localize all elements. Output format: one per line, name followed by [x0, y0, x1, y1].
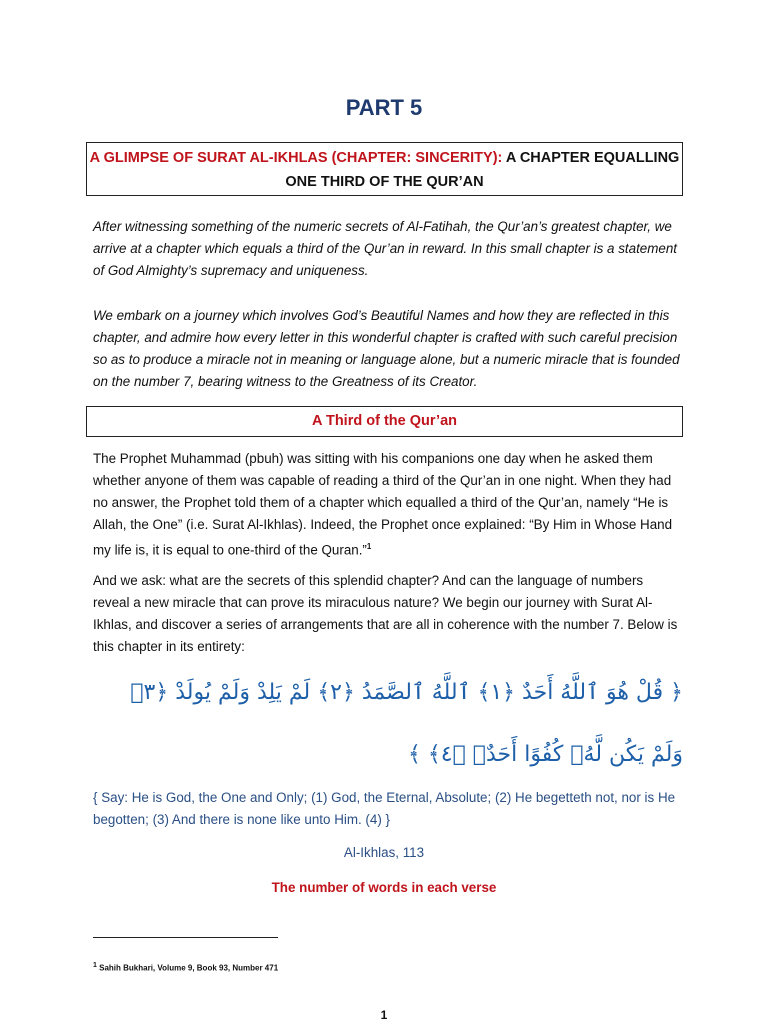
footnote-divider	[93, 937, 278, 938]
section-title-box: A Third of the Qur’an	[86, 406, 683, 437]
verse-translation: { Say: He is God, the One and Only; (1) God, the Eternal, Absolute; (2) He begetteth not, nor is He begotten; (3) And there is none like unto Him. (4) }	[93, 790, 676, 827]
chapter-title-box	[86, 142, 683, 196]
words-per-verse-heading: The number of words in each verse	[271, 880, 497, 895]
arabic-verse: ﴿ قُلْ هُوَ ٱللَّهُ أَحَدٌ ﴿١﴾ ٱللَّهُ ٱلصَّمَدُ ﴿٢﴾ لَمْ يَلِدْ وَلَمْ يُولَدْ ﴿٣﴾ وَلَمْ يَكُن لَّهُۥ كُفُوًا أَحَدٌۢ ﴿٤﴾ ﴾	[130, 680, 683, 767]
intro-paragraph-2: We embark on a journey which involves God’s Beautiful Names and how they are reflected in this chapter, and admire how every letter in this wonderful chapter is crafted with such careful precision so as to produce a miracle not in meaning or language alone, but a numeric miracle that is founded on the number 7, bearing witness to the Greatness of its Creator.	[93, 308, 680, 389]
page-number: 1	[380, 1008, 388, 1022]
intro-paragraph-1: After witnessing something of the numeric secrets of Al-Fatihah, the Qur’an’s greatest chapter, we arrive at a chapter which equals a third of the Qur’an in reward. In this small chapter is a statement of God Almighty’s supremacy and uniqueness.	[93, 219, 678, 278]
footnote-text: Sahih Bukhari, Volume 9, Book 93, Number 471	[96, 963, 279, 973]
body-paragraph-1	[93, 448, 683, 561]
surah-reference: Al-Ikhlas, 113	[343, 845, 425, 860]
body-paragraph-1-text: The Prophet Muhammad (pbuh) was sitting with his companions one day when he asked them whether anyone of them was capable of reading a third of the Qur’an in one night. When they had no answer, the Prophet told them of a chapter which equalled a third of the Qur’an, namely “He is Allah, the One” (i.e. Surat Al-Ikhlas). Indeed, the Prophet once explained: “By Him in Whose Hand my life is, it is equal to one-third of the Quran.”	[93, 451, 673, 558]
footnote-mark: 1	[93, 962, 97, 969]
footnote	[93, 962, 278, 973]
chapter-title-red: A GLIMPSE OF SURAT AL-IKHLAS (CHAPTER: SINCERITY):	[89, 150, 503, 166]
body-paragraph-2: And we ask: what are the secrets of this splendid chapter? And can the language of numbers reveal a new miracle that can prove its miraculous nature? We begin our journey with Surat Al-Ikhlas, and discover a series of arrangements that are all in coherence with the number 7. Below is this chapter in its entirety:	[93, 573, 678, 654]
footnote-reference[interactable]: 1	[366, 542, 372, 551]
chapter-title-black: A CHAPTER EQUALLING ONE THIRD OF THE QUR’AN	[285, 150, 680, 190]
page-title: PART 5	[345, 95, 423, 120]
